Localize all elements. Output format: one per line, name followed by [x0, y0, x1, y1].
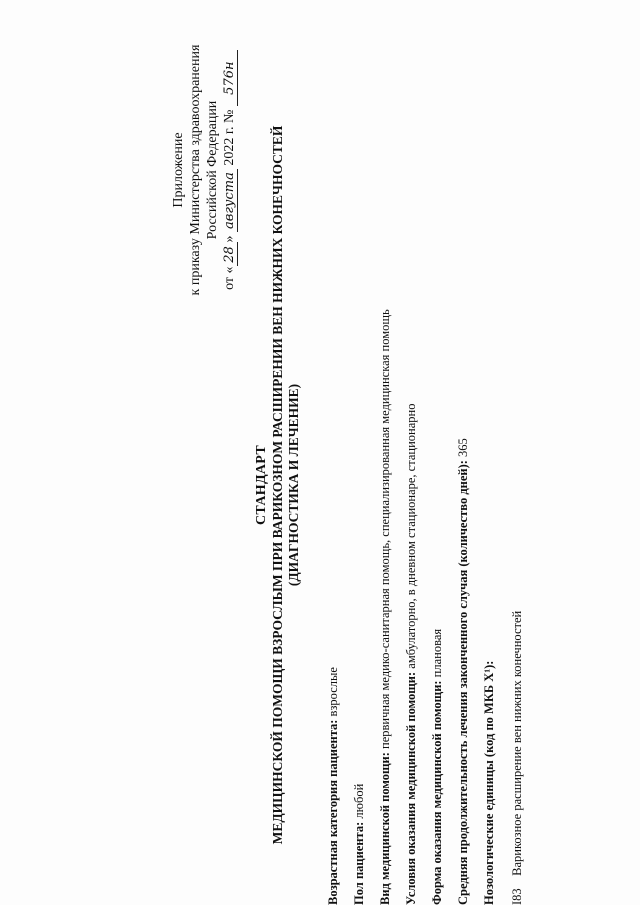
field-duration-value: 365: [456, 438, 470, 461]
diagnosis-code: I83: [510, 888, 524, 905]
field-care-type-label: Вид медицинской помощи:: [378, 752, 392, 905]
field-sex: [346, 45, 372, 905]
standard-fields: [320, 45, 530, 905]
field-age-label: Возрастная категория пациента:: [326, 719, 340, 905]
field-care-type: [372, 45, 398, 905]
standard-heading: СТАНДАРТ: [254, 445, 269, 525]
appendix-title: Приложение: [171, 132, 186, 208]
rotated-content: [170, 25, 524, 905]
field-care-type-value: первичная медико-санитарная помощь, специализированная медицинская помощь: [378, 309, 392, 753]
date-year: 2022 г. №: [222, 109, 237, 166]
standard-title-block: [254, 65, 302, 905]
appendix-header: [170, 35, 238, 305]
field-conditions-label: Условия оказания медицинской помощи:: [404, 671, 418, 905]
field-conditions-value: амбулаторно, в дневном стационаре, стационарно: [404, 403, 418, 672]
field-sex-label: Пол пациента:: [352, 821, 366, 905]
field-form-label: Форма оказания медицинской помощи:: [430, 680, 444, 905]
standard-subtitle: (ДИАГНОСТИКА И ЛЕЧЕНИЕ): [286, 383, 301, 587]
diagnosis-row: [504, 45, 530, 905]
handwritten-order-number: 576н: [223, 50, 238, 106]
field-age: [320, 45, 346, 905]
field-form-value: плановая: [430, 628, 444, 681]
field-duration: [450, 45, 476, 905]
field-nosology: [476, 45, 502, 905]
handwritten-day: 28: [223, 242, 238, 266]
field-sex-value: любой: [352, 783, 366, 822]
date-mid: »: [222, 235, 237, 243]
standard-title: МЕДИЦИНСКОЙ ПОМОЩИ ВЗРОСЛЫМ ПРИ ВАРИКОЗНОМ РАСШИРЕНИИ ВЕН НИЖНИХ КОНЕЧНОСТЕЙ: [270, 125, 285, 845]
field-nosology-label: Нозологические единицы (код по МКБ X¹):: [482, 660, 496, 905]
appendix-order-line: к приказу Министерства здравоохранения: [188, 44, 203, 296]
date-prefix: от «: [222, 266, 237, 290]
field-duration-label: Средняя продолжительность лечения законченного случая (количество дней):: [456, 460, 470, 905]
field-age-value: взрослые: [326, 667, 340, 720]
field-conditions: [398, 45, 424, 905]
diagnosis-name: Варикозное расширение вен нижних конечностей: [510, 610, 524, 876]
handwritten-month: августа: [223, 169, 238, 232]
appendix-date-line: [221, 35, 238, 305]
appendix-federation-line: Российской Федерации: [205, 100, 220, 240]
field-form: [424, 45, 450, 905]
